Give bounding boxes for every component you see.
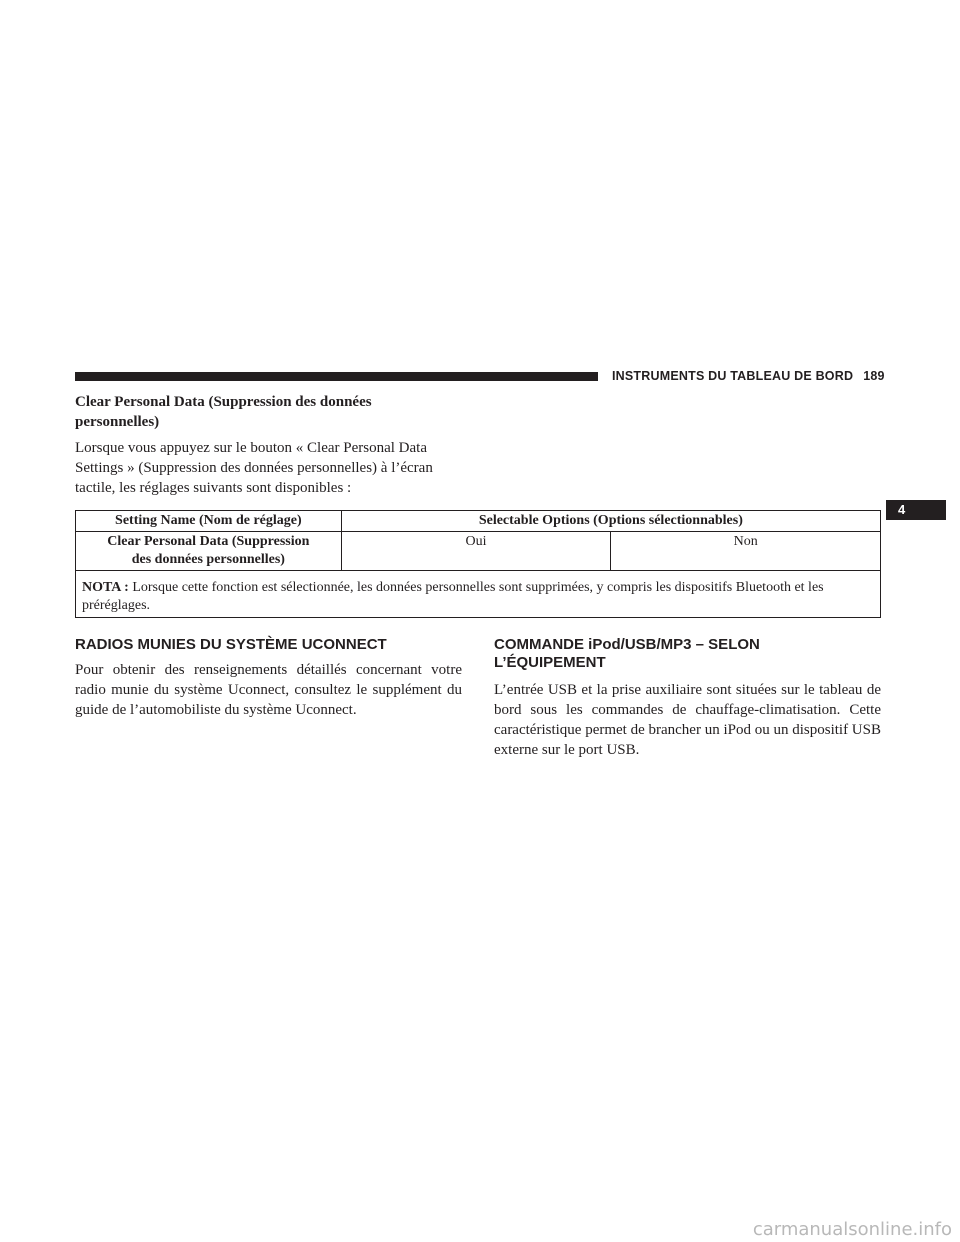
running-header <box>612 369 885 383</box>
section-heading-line1: Clear Personal Data (Suppression des données <box>75 394 372 410</box>
setting-name-line1: Clear Personal Data (Suppression <box>107 534 310 549</box>
ipod-heading-line1: COMMANDE iPod/USB/MP3 – SELON <box>494 636 760 653</box>
column-header-options: Selectable Options (Options sélectionnables) <box>341 511 880 532</box>
page-number: 189 <box>863 369 885 383</box>
ipod-heading <box>494 636 884 672</box>
column-header-setting-name: Setting Name (Nom de réglage) <box>76 511 342 532</box>
note-cell <box>76 571 881 618</box>
chapter-tab: 4 <box>886 500 946 520</box>
table-note-row <box>76 571 881 618</box>
option-non: Non <box>611 532 881 571</box>
ipod-paragraph: L’entrée USB et la prise auxiliaire sont situées sur le tableau de bord sous les commandes de chauffage-climatisation. Cette caractéristique permet de brancher un iPod ou un dispositif USB externe sur le port USB. <box>494 682 881 758</box>
watermark: carmanualsonline.info <box>752 1219 952 1240</box>
running-header-title: INSTRUMENTS DU TABLEAU DE BORD <box>612 369 854 383</box>
setting-name-cell <box>76 532 342 571</box>
radios-heading: RADIOS MUNIES DU SYSTÈME UCONNECT <box>75 636 387 653</box>
note-label: NOTA : <box>82 580 129 595</box>
radios-paragraph: Pour obtenir des renseignements détaillés concernant votre radio munie du système Uconnect, consultez le supplément du guide de l’automobiliste du système Uconnect. <box>75 662 462 718</box>
settings-table <box>75 510 881 618</box>
ipod-heading-line2: L’ÉQUIPEMENT <box>494 654 606 671</box>
intro-paragraph: Lorsque vous appuyez sur le bouton « Clear Personal Data Settings » (Suppression des données personnelles) à l’écran tactile, les réglages suivants sont disponibles : <box>75 440 433 496</box>
setting-name-line2: des données personnelles) <box>131 552 285 567</box>
section-heading <box>75 392 465 432</box>
header-rule <box>75 372 598 381</box>
section-heading-line2: personnelles) <box>75 414 160 430</box>
table-row <box>76 532 881 571</box>
option-oui: Oui <box>341 532 611 571</box>
table-header-row <box>76 511 881 532</box>
note-text: Lorsque cette fonction est sélectionnée, les données personnelles sont supprimées, y compris les dispositifs Bluetooth et les préréglages. <box>82 580 824 613</box>
